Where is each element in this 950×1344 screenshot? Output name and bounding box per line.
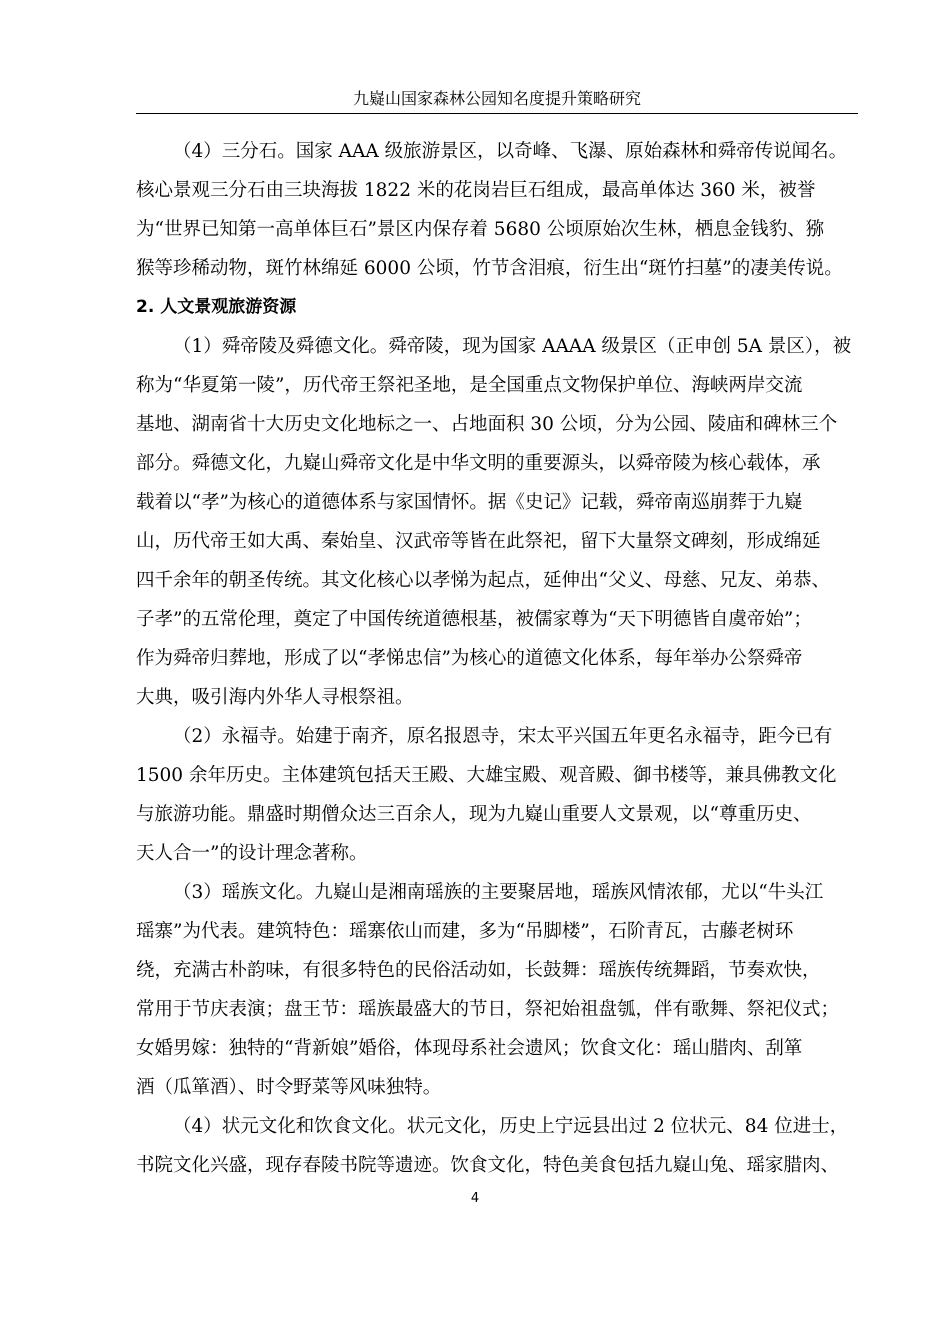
paragraph-zhuangyuan-food (136, 1107, 858, 1185)
page-number: 4 (470, 1191, 480, 1206)
text-line: （1）舜帝陵及舜德文化。舜帝陵，现为国家 AAAA 级景区（正申创 5A 景区），被 (173, 336, 852, 357)
text-line: 部分。舜德文化，九嶷山舜帝文化是中华文明的重要源头，以舜帝陵为核心载体，承 (136, 453, 821, 474)
text-line: 瑶寨”为代表。建筑特色：瑶寨依山而建，多为“吊脚楼”，石阶青瓦，古藤老树环 (136, 921, 794, 942)
paragraph-shundi-mausoleum (136, 327, 858, 717)
text-line: 大典，吸引海内外华人寻根祭祖。 (136, 687, 414, 708)
section-heading (136, 288, 858, 327)
text-line: （4）状元文化和饮食文化。状元文化，历史上宁远县出过 2 位状元、84 位进士， (173, 1116, 849, 1137)
document-body (136, 132, 858, 1185)
paragraph-yao-culture (136, 873, 858, 1107)
text-line: 山，历代帝王如大禹、秦始皇、汉武帝等皆在此祭祀，留下大量祭文碑刻，形成绵延 (136, 531, 821, 552)
text-line: 载着以“孝”为核心的道德体系与家国情怀。据《史记》记载，舜帝南巡崩葬于九嶷 (136, 492, 803, 513)
text-line: 女婚男嫁：独特的“背新娘”婚俗，体现母系社会遗风；饮食文化：瑶山腊肉、刮箪 (136, 1038, 803, 1059)
text-line: 为“世界已知第一高单体巨石”景区内保存着 5680 公顷原始次生林，栖息金钱豹、猕 (136, 219, 825, 240)
header-divider (136, 113, 858, 114)
text-line: 基地、湖南省十大历史文化地标之一、占地面积 30 公顷，分为公园、陵庙和碑林三个 (136, 414, 838, 435)
section-heading-text: 2. 人文景观旅游资源 (136, 297, 297, 317)
text-line: 称为“华夏第一陵”，历代帝王祭祀圣地，是全国重点文物保护单位、海峡两岸交流 (136, 375, 803, 396)
text-line: 与旅游功能。鼎盛时期僧众达三百余人，现为九嶷山重要人文景观，以“尊重历史、 (136, 804, 812, 825)
text-line: （2）永福寺。始建于南齐，原名报恩寺，宋太平兴国五年更名永福寺，距今已有 (173, 726, 833, 747)
text-line: 作为舜帝归葬地，形成了以“孝悌忠信”为核心的道德文化体系，每年举办公祭舜帝 (136, 648, 803, 669)
paragraph-sanfenshi (136, 132, 858, 288)
text-line: 猴等珍稀动物，斑竹林绵延 6000 公顷，竹节含泪痕，衍生出“斑竹扫墓”的凄美传说。 (136, 258, 843, 279)
text-line: 四千余年的朝圣传统。其文化核心以孝悌为起点，延伸出“父义、母慈、兄友、弟恭、 (136, 570, 830, 591)
text-line: （3）瑶族文化。九嶷山是湘南瑶族的主要聚居地，瑶族风情浓郁，尤以“牛头江 (173, 882, 824, 903)
text-line: 常用于节庆表演；盘王节：瑶族最盛大的节日，祭祀始祖盘瓠，伴有歌舞、祭祀仪式； (136, 999, 840, 1020)
text-line: 书院文化兴盛，现存春陵书院等遗迹。饮食文化，特色美食包括九嶷山兔、瑶家腊肉、 (136, 1155, 840, 1176)
paragraph-yongfu-temple (136, 717, 858, 873)
text-line: 天人合一”的设计理念著称。 (136, 843, 368, 864)
text-line: 酒（瓜箪酒）、时令野菜等风味独特。 (136, 1077, 442, 1098)
text-line: 绕，充满古朴韵味，有很多特色的民俗活动如，长鼓舞：瑶族传统舞蹈，节奏欢快， (136, 960, 821, 981)
text-line: 子孝”的五常伦理，奠定了中国传统道德根基，被儒家尊为“天下明德皆自虞帝始”； (136, 609, 812, 630)
text-line: （4）三分石。国家 AAA 级旅游景区，以奇峰、飞瀑、原始森林和舜帝传说闻名。 (173, 141, 848, 162)
running-header: 九嶷山国家森林公园知名度提升策略研究 (352, 89, 641, 108)
text-line: 核心景观三分石由三块海拔 1822 米的花岗岩巨石组成，最高单体达 360 米，被誉 (136, 180, 816, 201)
text-line: 1500 余年历史。主体建筑包括天王殿、大雄宝殿、观音殿、御书楼等，兼具佛教文化 (136, 765, 837, 786)
